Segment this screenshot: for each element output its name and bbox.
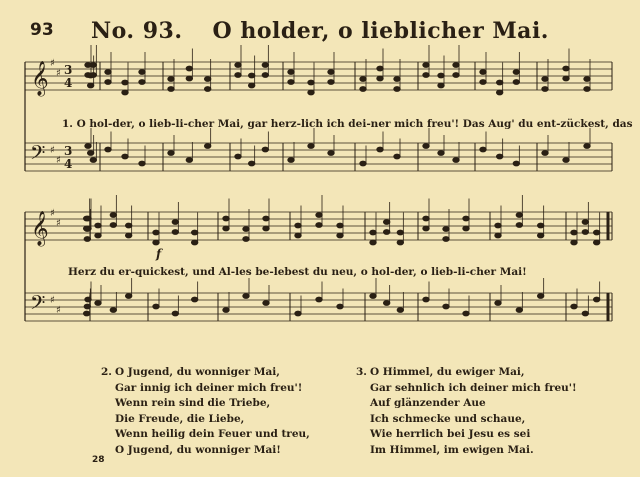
sharp-icon: ♯ bbox=[50, 208, 55, 219]
note-head bbox=[90, 158, 96, 163]
note-head bbox=[563, 66, 569, 71]
note-head bbox=[423, 73, 429, 78]
note-head bbox=[243, 237, 249, 242]
note-head bbox=[204, 77, 210, 82]
note-head bbox=[83, 311, 89, 316]
note-head bbox=[453, 73, 459, 78]
note-head bbox=[328, 151, 334, 156]
verse-line: Die Freude, die Liebe, bbox=[115, 412, 245, 425]
note-head bbox=[223, 226, 229, 231]
verse-2 bbox=[101, 365, 310, 458]
note-head bbox=[90, 73, 96, 78]
note-head bbox=[542, 87, 548, 92]
note-head bbox=[593, 230, 599, 235]
note-head bbox=[480, 80, 486, 85]
note-head bbox=[513, 80, 519, 85]
note-head bbox=[582, 230, 588, 235]
verse-line: Gar sehnlich ich deiner mich freu'! bbox=[370, 381, 577, 394]
note-head bbox=[513, 70, 519, 75]
note-head bbox=[423, 63, 429, 68]
note-head bbox=[495, 233, 501, 238]
note-head bbox=[95, 223, 101, 228]
hymn-title: O holder, o lieblicher Mai. bbox=[212, 18, 549, 44]
note-head bbox=[191, 240, 197, 245]
note-head bbox=[495, 301, 501, 306]
note-head bbox=[186, 76, 192, 81]
note-head bbox=[295, 223, 301, 228]
note-head bbox=[593, 297, 599, 302]
verse-line: Wenn heilig dein Feuer und treu, bbox=[115, 428, 310, 440]
verse-number: 2. bbox=[101, 366, 112, 378]
note-head bbox=[516, 308, 522, 313]
note-head bbox=[516, 213, 522, 218]
note-head bbox=[122, 154, 128, 159]
note-head bbox=[383, 230, 389, 235]
note-head bbox=[122, 80, 128, 85]
note-head bbox=[191, 230, 197, 235]
verse-3 bbox=[356, 365, 577, 458]
time-signature: 3 bbox=[64, 63, 73, 77]
note-head bbox=[85, 144, 91, 149]
note-head bbox=[377, 66, 383, 71]
note-head bbox=[243, 294, 249, 299]
note-head bbox=[453, 63, 459, 68]
note-head bbox=[248, 73, 254, 78]
note-head bbox=[542, 77, 548, 82]
verse-line: Ich schmecke und schaue, bbox=[370, 412, 526, 425]
hymn-number: No. 93. bbox=[91, 18, 183, 44]
sharp-icon: ♯ bbox=[50, 295, 55, 306]
note-head bbox=[105, 70, 111, 75]
note-head bbox=[383, 220, 389, 225]
note-head bbox=[337, 233, 343, 238]
note-head bbox=[443, 227, 449, 232]
note-head bbox=[360, 87, 366, 92]
note-head bbox=[571, 240, 577, 245]
note-head bbox=[83, 216, 89, 221]
printer-signature: 28 bbox=[92, 455, 105, 465]
note-head bbox=[423, 216, 429, 221]
note-head bbox=[397, 308, 403, 313]
note-head bbox=[263, 301, 269, 306]
sharp-icon: ♯ bbox=[50, 58, 55, 69]
note-head bbox=[172, 311, 178, 316]
note-head bbox=[295, 311, 301, 316]
lyrics-line-1: 1. O hol-der, o lieb-li-cher Mai, gar herz-lich ich dei-ner mich freu'! Das Aug' du ent-zückest, das bbox=[62, 118, 633, 130]
note-head bbox=[316, 223, 322, 228]
note-head bbox=[105, 147, 111, 152]
note-head bbox=[139, 80, 145, 85]
note-head bbox=[235, 154, 241, 159]
note-head bbox=[186, 158, 192, 163]
bass-clef-icon: 𝄢 bbox=[30, 141, 46, 169]
note-head bbox=[370, 240, 376, 245]
note-head bbox=[443, 237, 449, 242]
note-head bbox=[370, 230, 376, 235]
note-head bbox=[223, 308, 229, 313]
note-head bbox=[337, 304, 343, 309]
note-head bbox=[377, 147, 383, 152]
note-head bbox=[308, 144, 314, 149]
time-signature: 4 bbox=[64, 76, 73, 90]
verse-number: 3. bbox=[356, 366, 367, 378]
note-head bbox=[513, 161, 519, 166]
note-head bbox=[153, 240, 159, 245]
note-head bbox=[110, 223, 116, 228]
note-head bbox=[263, 216, 269, 221]
note-head bbox=[139, 70, 145, 75]
verse-line: Im Himmel, im ewigen Mai. bbox=[370, 443, 534, 456]
note-head bbox=[105, 80, 111, 85]
time-signature: 3 bbox=[64, 144, 73, 158]
note-head bbox=[360, 161, 366, 166]
note-head bbox=[516, 223, 522, 228]
note-head bbox=[397, 230, 403, 235]
note-head bbox=[480, 70, 486, 75]
note-head bbox=[537, 294, 543, 299]
note-head bbox=[463, 216, 469, 221]
verse-line: Gar innig ich deiner mich freu'! bbox=[115, 381, 303, 394]
note-head bbox=[563, 158, 569, 163]
note-head bbox=[571, 304, 577, 309]
note-head bbox=[204, 87, 210, 92]
note-head bbox=[337, 223, 343, 228]
note-head bbox=[172, 230, 178, 235]
bass-clef-icon: 𝄢 bbox=[30, 291, 46, 319]
note-head bbox=[295, 233, 301, 238]
note-head bbox=[125, 233, 131, 238]
note-head bbox=[394, 154, 400, 159]
note-head bbox=[370, 294, 376, 299]
note-head bbox=[584, 87, 590, 92]
note-head bbox=[316, 213, 322, 218]
note-head bbox=[186, 66, 192, 71]
note-head bbox=[438, 151, 444, 156]
note-head bbox=[360, 77, 366, 82]
note-head bbox=[383, 301, 389, 306]
note-head bbox=[308, 90, 314, 95]
note-head bbox=[582, 220, 588, 225]
note-head bbox=[262, 147, 268, 152]
note-head bbox=[168, 87, 174, 92]
verse-line: Wenn rein sind die Triebe, bbox=[115, 397, 271, 409]
note-head bbox=[153, 230, 159, 235]
note-head bbox=[563, 76, 569, 81]
note-head bbox=[288, 70, 294, 75]
verse-line: O Jugend, du wonniger Mai, bbox=[115, 366, 280, 378]
note-head bbox=[288, 158, 294, 163]
note-head bbox=[443, 304, 449, 309]
note-head bbox=[90, 63, 96, 68]
note-head bbox=[125, 223, 131, 228]
note-head bbox=[243, 227, 249, 232]
note-head bbox=[308, 80, 314, 85]
note-head bbox=[584, 77, 590, 82]
note-head bbox=[423, 144, 429, 149]
dynamic-marking: f bbox=[156, 247, 162, 261]
sharp-icon: ♯ bbox=[56, 155, 61, 166]
note-head bbox=[397, 240, 403, 245]
note-head bbox=[204, 144, 210, 149]
note-head bbox=[168, 151, 174, 156]
note-head bbox=[423, 226, 429, 231]
verse-line: Wie herrlich bei Jesu es sei bbox=[370, 428, 531, 440]
treble-clef-icon: 𝄞 bbox=[31, 61, 49, 96]
note-head bbox=[87, 83, 93, 88]
note-head bbox=[582, 311, 588, 316]
note-head bbox=[235, 63, 241, 68]
note-head bbox=[571, 230, 577, 235]
note-head bbox=[593, 240, 599, 245]
note-head bbox=[542, 151, 548, 156]
sharp-icon: ♯ bbox=[50, 145, 55, 156]
verse-line: O Himmel, du ewiger Mai, bbox=[370, 366, 525, 378]
note-head bbox=[394, 77, 400, 82]
lyrics-line-2: Herz du er-quickest, und Al-les be-lebest du neu, o hol-der, o lieb-li-cher Mai! bbox=[68, 266, 527, 278]
note-head bbox=[95, 233, 101, 238]
time-signature: 4 bbox=[64, 157, 73, 171]
note-head bbox=[288, 80, 294, 85]
note-head bbox=[95, 301, 101, 306]
note-head bbox=[438, 73, 444, 78]
note-head bbox=[480, 147, 486, 152]
page-number: 93 bbox=[30, 20, 54, 40]
note-head bbox=[463, 311, 469, 316]
note-head bbox=[172, 220, 178, 225]
note-head bbox=[110, 213, 116, 218]
verse-line: Auf glänzender Aue bbox=[370, 397, 486, 409]
note-head bbox=[153, 304, 159, 309]
note-head bbox=[328, 70, 334, 75]
note-head bbox=[139, 161, 145, 166]
note-head bbox=[168, 77, 174, 82]
note-head bbox=[125, 294, 131, 299]
note-head bbox=[87, 151, 93, 156]
note-head bbox=[191, 297, 197, 302]
sharp-icon: ♯ bbox=[56, 68, 61, 79]
note-head bbox=[377, 76, 383, 81]
note-head bbox=[495, 223, 501, 228]
note-head bbox=[84, 237, 90, 242]
note-head bbox=[262, 73, 268, 78]
note-head bbox=[248, 83, 254, 88]
sharp-icon: ♯ bbox=[56, 218, 61, 229]
note-head bbox=[394, 87, 400, 92]
note-head bbox=[438, 83, 444, 88]
note-head bbox=[537, 233, 543, 238]
note-head bbox=[262, 63, 268, 68]
note-head bbox=[83, 226, 89, 231]
note-head bbox=[453, 158, 459, 163]
note-head bbox=[537, 223, 543, 228]
note-head bbox=[248, 161, 254, 166]
note-head bbox=[122, 90, 128, 95]
sharp-icon: ♯ bbox=[56, 305, 61, 316]
note-head bbox=[235, 73, 241, 78]
note-head bbox=[463, 226, 469, 231]
note-head bbox=[496, 154, 502, 159]
note-head bbox=[584, 144, 590, 149]
note-head bbox=[328, 80, 334, 85]
note-head bbox=[496, 90, 502, 95]
note-head bbox=[223, 216, 229, 221]
treble-clef-icon: 𝄞 bbox=[31, 211, 49, 246]
note-head bbox=[316, 297, 322, 302]
note-head bbox=[263, 226, 269, 231]
note-head bbox=[496, 80, 502, 85]
verse-line: O Jugend, du wonniger Mai! bbox=[115, 443, 281, 456]
note-head bbox=[110, 308, 116, 313]
note-head bbox=[423, 297, 429, 302]
